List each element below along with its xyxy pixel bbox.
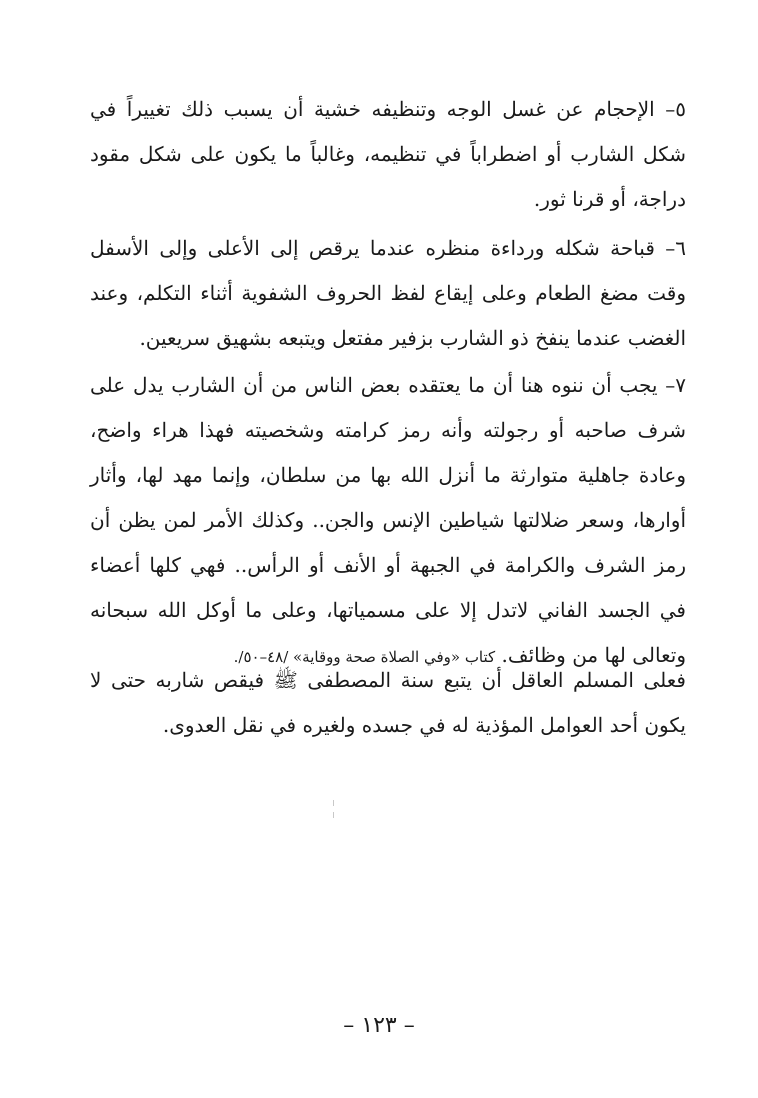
list-item-6 xyxy=(90,226,686,361)
item-text: الإحجام عن غسل الوجه وتنظيفه خشية أن يسبب ذلك تغييراً في شكل الشارب أو اضطراباً في تنظيمه، وغالباً ما يكون على شكل مقود دراجة، أو قرنا ثور. xyxy=(90,97,686,211)
conclusion-text: فعلى المسلم العاقل أن يتبع سنة المصطفى ﷺ فيقص شاربه حتى لا يكون أحد العوامل المؤذية له في جسده ولغيره في نقل العدوى. xyxy=(90,668,686,737)
page-number: – ١٢٣ – xyxy=(343,1013,415,1038)
item-number: ٧– xyxy=(665,373,686,397)
book-reference: كتاب «وفي الصلاة صحة ووقاية» /٤٨–٥٠/. xyxy=(233,648,496,666)
item-number: ٦– xyxy=(665,236,686,260)
list-item-7 xyxy=(90,363,686,680)
scan-speck xyxy=(333,812,334,818)
list-item-5 xyxy=(90,87,686,222)
item-text: يجب أن ننوه هنا أن ما يعتقده بعض الناس من أن الشارب يدل على شرف صاحبه أو رجولته وأنه رمز كرامته وشخصيته فهذا هراء واضح، وعادة جاهلية متوارثة ما أنزل الله بها من سلطان، وإنما مهد لها، وأثار أوارها، وسعر ضلالتها شياطين الإنس والجن.. وكذلك الأمر لمن يظن أن رمز الشرف والكرامة في الجبهة أو الأنف أو الرأس.. فهي كلها أعضاء في الجسد الفاني لاتدل إلا على مسمياتها، وعلى ما أوكل الله سبحانه وتعالى لها من وظائف. xyxy=(90,373,686,667)
item-text: قباحة شكله ورداءة منظره عندما يرقص إلى الأعلى وإلى الأسفل وقت مضغ الطعام وعلى إيقاع لفظ الحروف الشفوية أثناء التكلم، وعند الغضب عندما ينفخ ذو الشارب بزفير مفتعل ويتبعه بشهيق سريعين. xyxy=(90,236,686,350)
item-number: ٥– xyxy=(665,97,686,121)
conclusion-paragraph xyxy=(90,658,686,748)
scan-speck xyxy=(333,800,334,806)
